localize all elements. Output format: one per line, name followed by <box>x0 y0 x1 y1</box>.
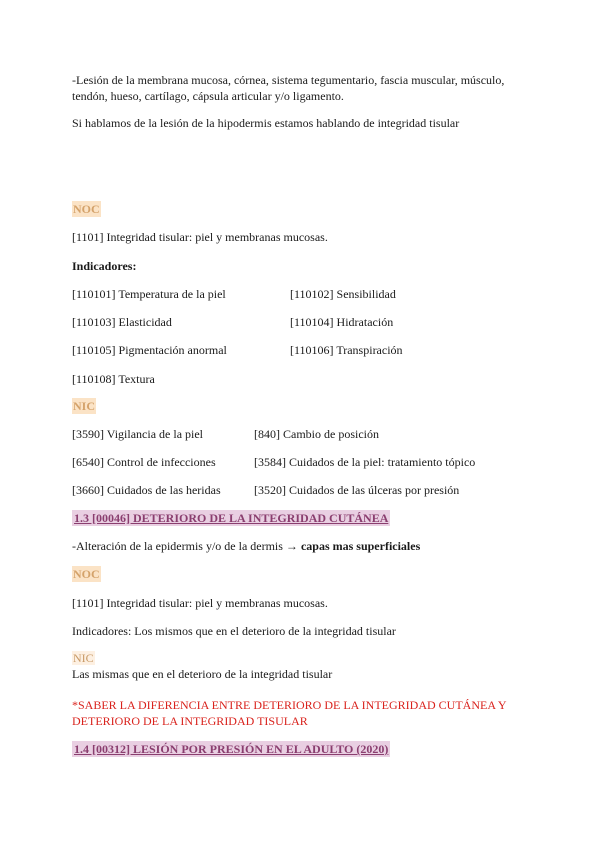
section-title-1-3 <box>72 510 390 526</box>
noc-label-2: NOC <box>73 567 100 581</box>
nic-heading-1 <box>72 398 96 414</box>
paragraph-lesion-membrana: -Lesión de la membrana mucosa, córnea, sistema tegumentario, fascia muscular, músculo, tendón, hueso, cartílago, cápsula articular y/o ligamento. <box>72 73 505 103</box>
nic-label-2: NIC <box>73 651 94 665</box>
nic-3590: [3590] Vigilancia de la piel <box>72 427 204 441</box>
noc-item-1101: [1101] Integridad tisular: piel y membranas mucosas. <box>72 230 328 244</box>
noc-item-1101-b: [1101] Integridad tisular: piel y membranas mucosas. <box>72 596 328 610</box>
noc-label: NOC <box>73 202 100 216</box>
nic-3660: [3660] Cuidados de las heridas <box>72 483 221 497</box>
section-title-1-4 <box>72 741 390 757</box>
nic-3520: [3520] Cuidados de las úlceras por presión <box>254 483 460 497</box>
paragraph-epidermis <box>72 538 420 554</box>
capas-superficiales-text: capas mas superficiales <box>300 539 421 553</box>
indicator-110106: [110106] Transpiración <box>290 343 403 357</box>
indicator-110105: [110105] Pigmentación anormal <box>72 343 227 357</box>
section-title-1-3-text: 1.3 [00046] DETERIORO DE LA INTEGRIDAD CUTÁNEA <box>74 511 389 525</box>
nic-6540: [6540] Control de infecciones <box>72 455 216 469</box>
indicator-110104: [110104] Hidratación <box>290 315 394 329</box>
noc-heading-2 <box>72 566 101 582</box>
indicator-110108: [110108] Textura <box>72 372 155 386</box>
indicator-110103: [110103] Elasticidad <box>72 315 172 329</box>
indicadores-same: Indicadores: Los mismos que en el deterioro de la integridad tisular <box>72 624 396 638</box>
indicadores-heading: Indicadores: <box>72 259 137 273</box>
nic-3584: [3584] Cuidados de la piel: tratamiento tópico <box>254 455 476 469</box>
epidermis-text: -Alteración de la epidermis y/o de la dermis → <box>72 539 301 553</box>
indicator-110101: [110101] Temperatura de la piel <box>72 287 226 301</box>
noc-heading-1 <box>72 201 101 217</box>
nic-840: [840] Cambio de posición <box>254 427 379 441</box>
note-saber-diferencia: *SABER LA DIFERENCIA ENTRE DETERIORO DE LA INTEGRIDAD CUTÁNEA Y DETERIORO DE LA INTEGRIDAD TISULAR <box>72 698 507 728</box>
nic-heading-2 <box>72 650 95 666</box>
section-title-1-4-text: 1.4 [00312] LESIÓN POR PRESIÓN EN EL ADULTO (2020) <box>74 742 389 756</box>
nic-same: Las mismas que en el deterioro de la integridad tisular <box>72 667 333 681</box>
paragraph-hipodermis: Si hablamos de la lesión de la hipodermis estamos hablando de integridad tisular <box>72 116 460 130</box>
nic-label: NIC <box>73 399 96 413</box>
indicator-110102: [110102] Sensibilidad <box>290 287 396 301</box>
